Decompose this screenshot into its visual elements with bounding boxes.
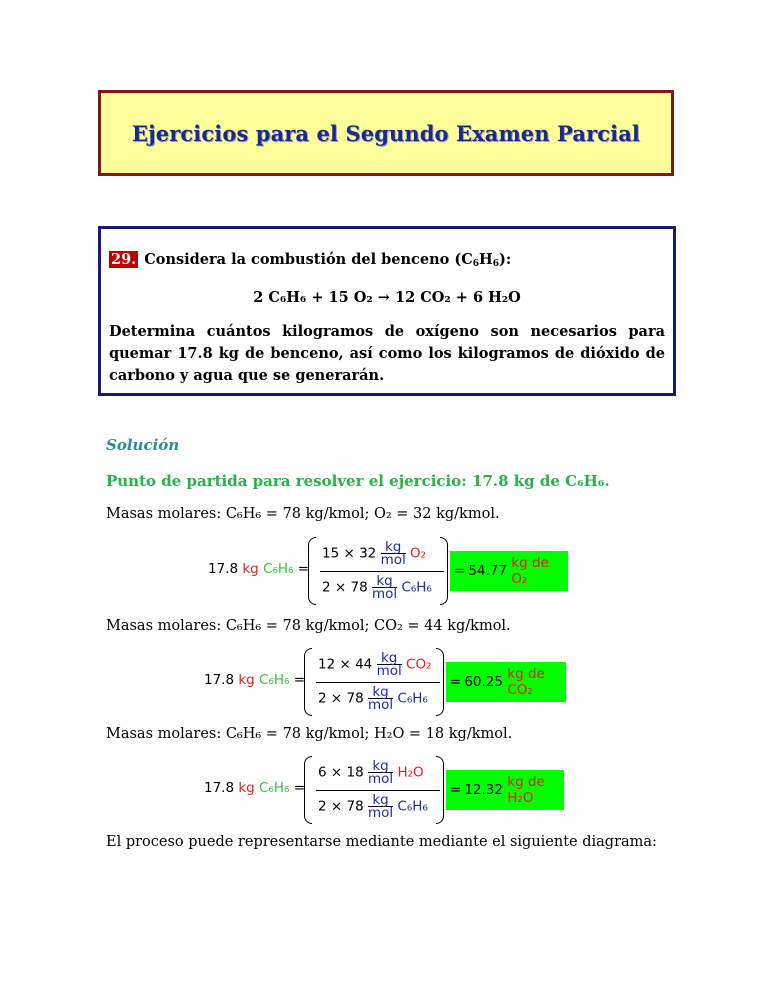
calc3-unit-mol: mol [367,771,394,787]
starting-point: Punto de partida para resolver el ejercicio: 17.8 kg de C₆H₆. [106,472,610,490]
calc1-denom-unit [372,575,397,600]
sub-6b: 6 [492,259,499,269]
calc1-right-paren [440,537,448,605]
calc1-numer-unit [381,541,406,566]
calc3-fraction-bar [316,790,440,791]
calc1-result-unit: kg de O₂ [511,555,549,587]
calc1-unit-mol-d: mol [371,586,398,602]
calc1-unit-kg: kg [381,541,406,554]
calc3-numer-species: H₂O [397,764,424,781]
chemical-equation: 2 C₆H₆ + 15 O₂ → 12 CO₂ + 6 H₂O [253,289,521,306]
sub-6a: 6 [472,259,480,269]
calc1-fraction-bar [320,571,444,572]
calc3-unit-mol-d: mol [367,805,394,821]
calc2-denom-unit [368,686,393,711]
calc3-lhs-unit: kg [238,780,255,796]
problem-intro-text: Considera la combustión del benceno (C [144,251,473,268]
calc2-lhs-species: C₆H₆ [259,672,290,688]
calc2-lhs-num: 17.8 [204,672,235,688]
calc1-left-paren [308,537,316,605]
calc2-unit-mol-d: mol [367,697,394,713]
calc2-denominator [318,686,428,711]
calc2-left-paren [304,648,312,716]
problem-box [98,226,676,396]
calc3-numer-unit [368,760,393,785]
title-banner [98,90,674,176]
calc2-unit-kg-d: kg [368,686,393,699]
calc2-unit-kg: kg [377,652,402,665]
calc1-lhs-species: C₆H₆ [263,561,294,577]
calc1-result: = 54.77 kg de O₂ [450,551,568,591]
calc3-right-paren [436,756,444,824]
calc3-result-unit: kg de H₂O [507,774,545,806]
page-title: Ejercicios para el Segundo Examen Parcial [131,120,640,146]
calc3-unit-kg: kg [368,760,393,773]
calc2-denom-species: C₆H₆ [397,690,428,707]
calc3-lhs-species: C₆H₆ [259,780,290,796]
calculation-1: 17.8 kg C₆H₆ = 15 × 32 $\frac{kg}{\text{mol}}$ O₂ 2 × 78 $\frac{kg}{\text{mol}}$ C₆H₆ = 54.77 kg de O₂ [208,537,568,609]
calc2-result-value: 60.25 [464,674,503,690]
calc1-unit-mol: mol [380,552,406,568]
problem-statement: Determina cuántos kilogramos de oxígeno son necesarios para quemar 17.8 kg de benceno, así como los kilogramos de dióxido de carbono y agua que se generarán. [109,323,665,384]
calc3-result-value: 12.32 [464,782,503,798]
calc1-numer: 15 × 32 [322,545,377,562]
calc1-denom: 2 × 78 [322,579,368,596]
molar-masses-1: Masas molares: C₆H₆ = 78 kg/kmol; O₂ = 32 kg/kmol. [106,506,500,522]
calc3-result: = 12.32 kg de H₂O [446,770,564,810]
calc2-numer-species: CO₂ [406,656,432,673]
molar-masses-2: Masas molares: C₆H₆ = 78 kg/kmol; CO₂ = 44 kg/kmol. [106,618,511,634]
calc1-result-value: 54.77 [468,563,507,579]
calc2-result-unit: kg de CO₂ [507,666,545,698]
calc2-denom: 2 × 78 [318,690,364,707]
problem-intro [109,251,511,269]
molar-masses-3: Masas molares: C₆H₆ = 78 kg/kmol; H₂O = 18 kg/kmol. [106,726,513,742]
calc2-numer-unit [377,652,402,677]
calc2-right-paren [436,648,444,716]
calc3-denominator [318,794,428,819]
calc1-lhs-unit: kg [242,561,259,577]
calc3-numerator [318,760,424,785]
calc2-result: = 60.25 kg de CO₂ [446,662,566,702]
calc3-left-paren [304,756,312,824]
calc3-numer: 6 × 18 [318,764,364,781]
calc3-denom-species: C₆H₆ [397,798,428,815]
calc2-numerator [318,652,432,677]
intro-h: H [479,251,493,268]
solution-title: Solución [106,436,180,454]
calc3-lhs-num: 17.8 [204,780,235,796]
problem-number-badge: 29. [111,251,137,268]
calc2-unit-mol: mol [376,663,402,679]
calc2-lhs-unit: kg [238,672,255,688]
intro-end: ): [499,251,512,268]
calculation-3: 17.8 kg C₆H₆ = 6 × 18 $\frac{kg}{\text{mol}}$ H₂O 2 × 78 $\frac{kg}{\text{mol}}$ C₆H₆ = 12.32 kg de H₂O [204,756,566,828]
calc1-numerator [322,541,426,566]
calc1-denominator [322,575,432,600]
calc2-numer: 12 × 44 [318,656,373,673]
calc1-unit-kg-d: kg [372,575,397,588]
calc1-denom-species: C₆H₆ [401,579,432,596]
calculation-2: 17.8 kg C₆H₆ = 12 × 44 $\frac{kg}{\text{mol}}$ CO₂ 2 × 78 $\frac{kg}{\text{mol}}$ C₆H₆ = 60.25 kg de CO₂ [204,648,566,720]
calc2-fraction-bar [316,682,440,683]
calc3-denom: 2 × 78 [318,798,364,815]
diagram-intro: El proceso puede representarse mediante mediante el siguiente diagrama: [106,834,657,850]
calc1-numer-species: O₂ [410,545,427,562]
calc3-denom-unit [368,794,393,819]
calc3-unit-kg-d: kg [368,794,393,807]
calc1-lhs-num: 17.8 [208,561,239,577]
